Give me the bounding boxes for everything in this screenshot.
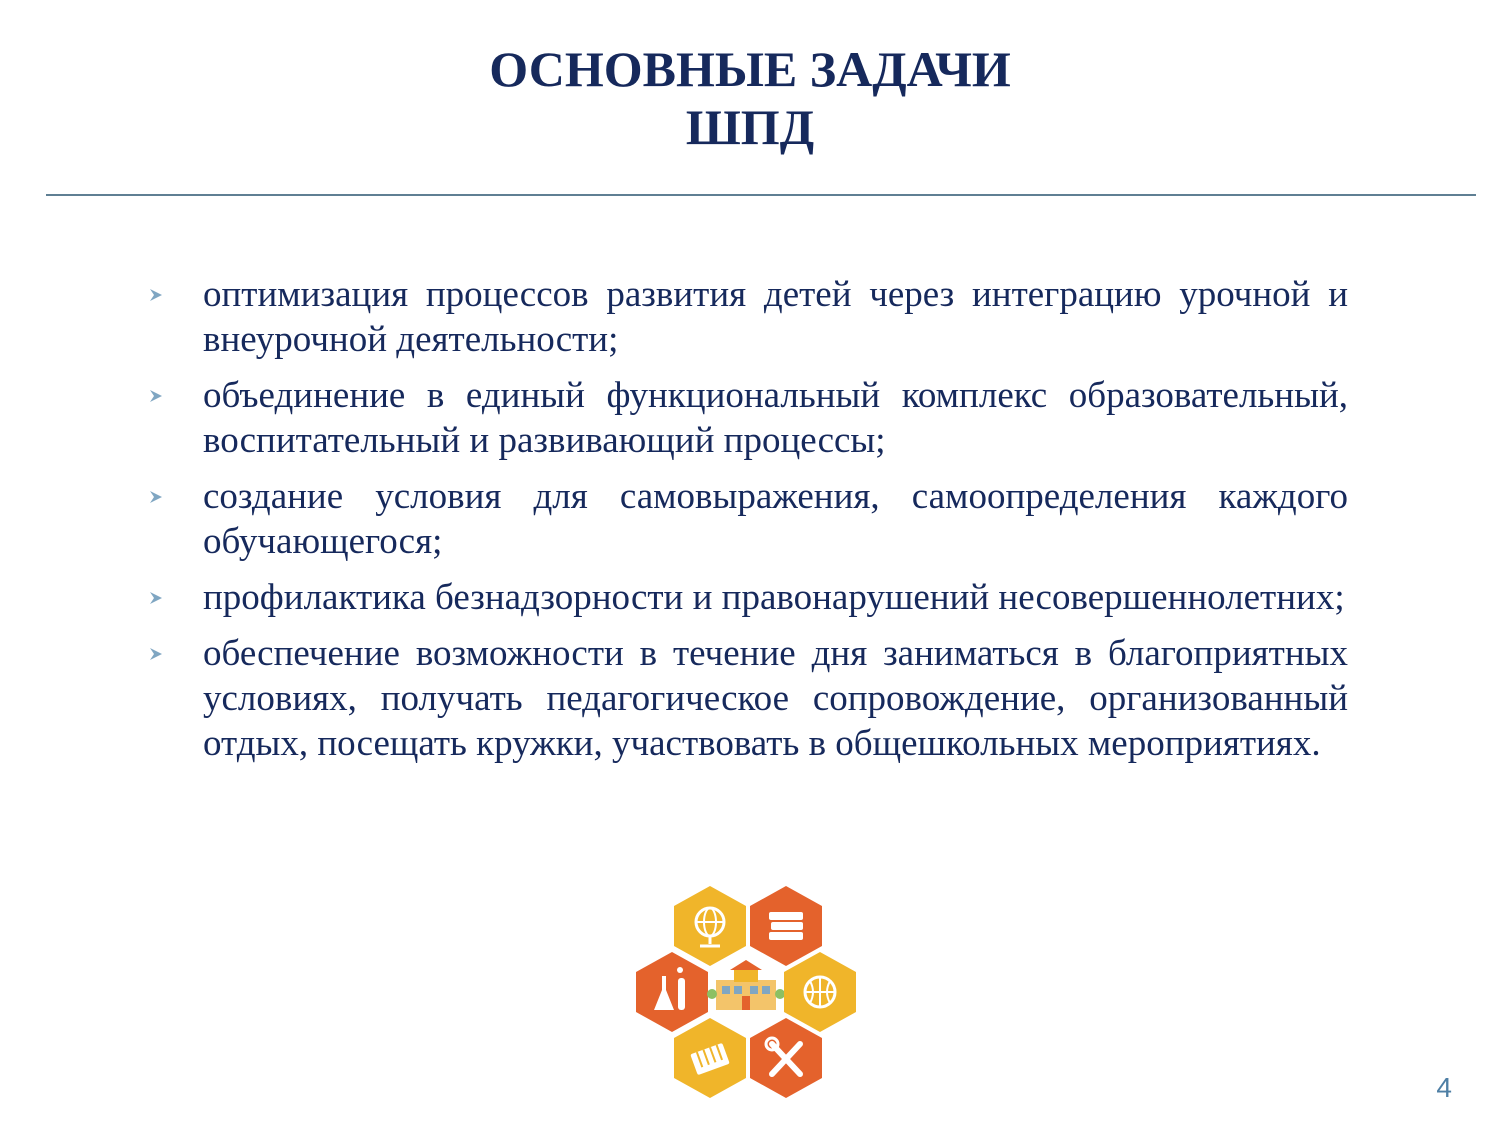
- task-text: обеспечение возможности в течение дня заниматься в благоприятных условиях, получать педагогическое сопровождение, организованный отдых, посещать кружки, участвовать в общешкольных мероприятиях.: [203, 633, 1348, 764]
- arrow-bullet-icon: [148, 646, 164, 662]
- chemistry-icon: [636, 952, 708, 1032]
- page-title: [0, 40, 1500, 156]
- task-text: профилактика безнадзорности и правонарушений несовершеннолетних;: [203, 577, 1345, 618]
- page-number: 4: [1436, 1072, 1452, 1103]
- title-divider: [46, 194, 1476, 196]
- arrow-bullet-icon: [148, 489, 164, 505]
- list-item: [148, 575, 1348, 620]
- list-item: [148, 272, 1348, 362]
- globe-icon: [674, 886, 746, 966]
- task-list: [148, 272, 1348, 777]
- task-text: оптимизация процессов развития детей через интеграцию урочной и внеурочной деятельности;: [203, 274, 1348, 360]
- list-item: [148, 474, 1348, 564]
- task-text: объединение в единый функциональный комплекс образовательный, воспитательный и развивающий процессы;: [203, 375, 1348, 461]
- hexagon-logo: [630, 882, 862, 1100]
- arrow-bullet-icon: [148, 590, 164, 606]
- list-item: [148, 373, 1348, 463]
- title-line-2: ШПД: [685, 99, 815, 155]
- task-text: создание условия для самовыражения, самоопределения каждого обучающегося;: [203, 476, 1348, 562]
- arrow-bullet-icon: [148, 388, 164, 404]
- books-icon: [750, 886, 822, 966]
- arrow-bullet-icon: [148, 287, 164, 303]
- piano-icon: [674, 1018, 746, 1098]
- list-item: [148, 631, 1348, 766]
- tools-icon: [750, 1018, 822, 1098]
- school-building-icon: [707, 960, 785, 1010]
- title-line-1: ОСНОВНЫЕ ЗАДАЧИ: [489, 41, 1011, 97]
- basketball-icon: [784, 952, 856, 1032]
